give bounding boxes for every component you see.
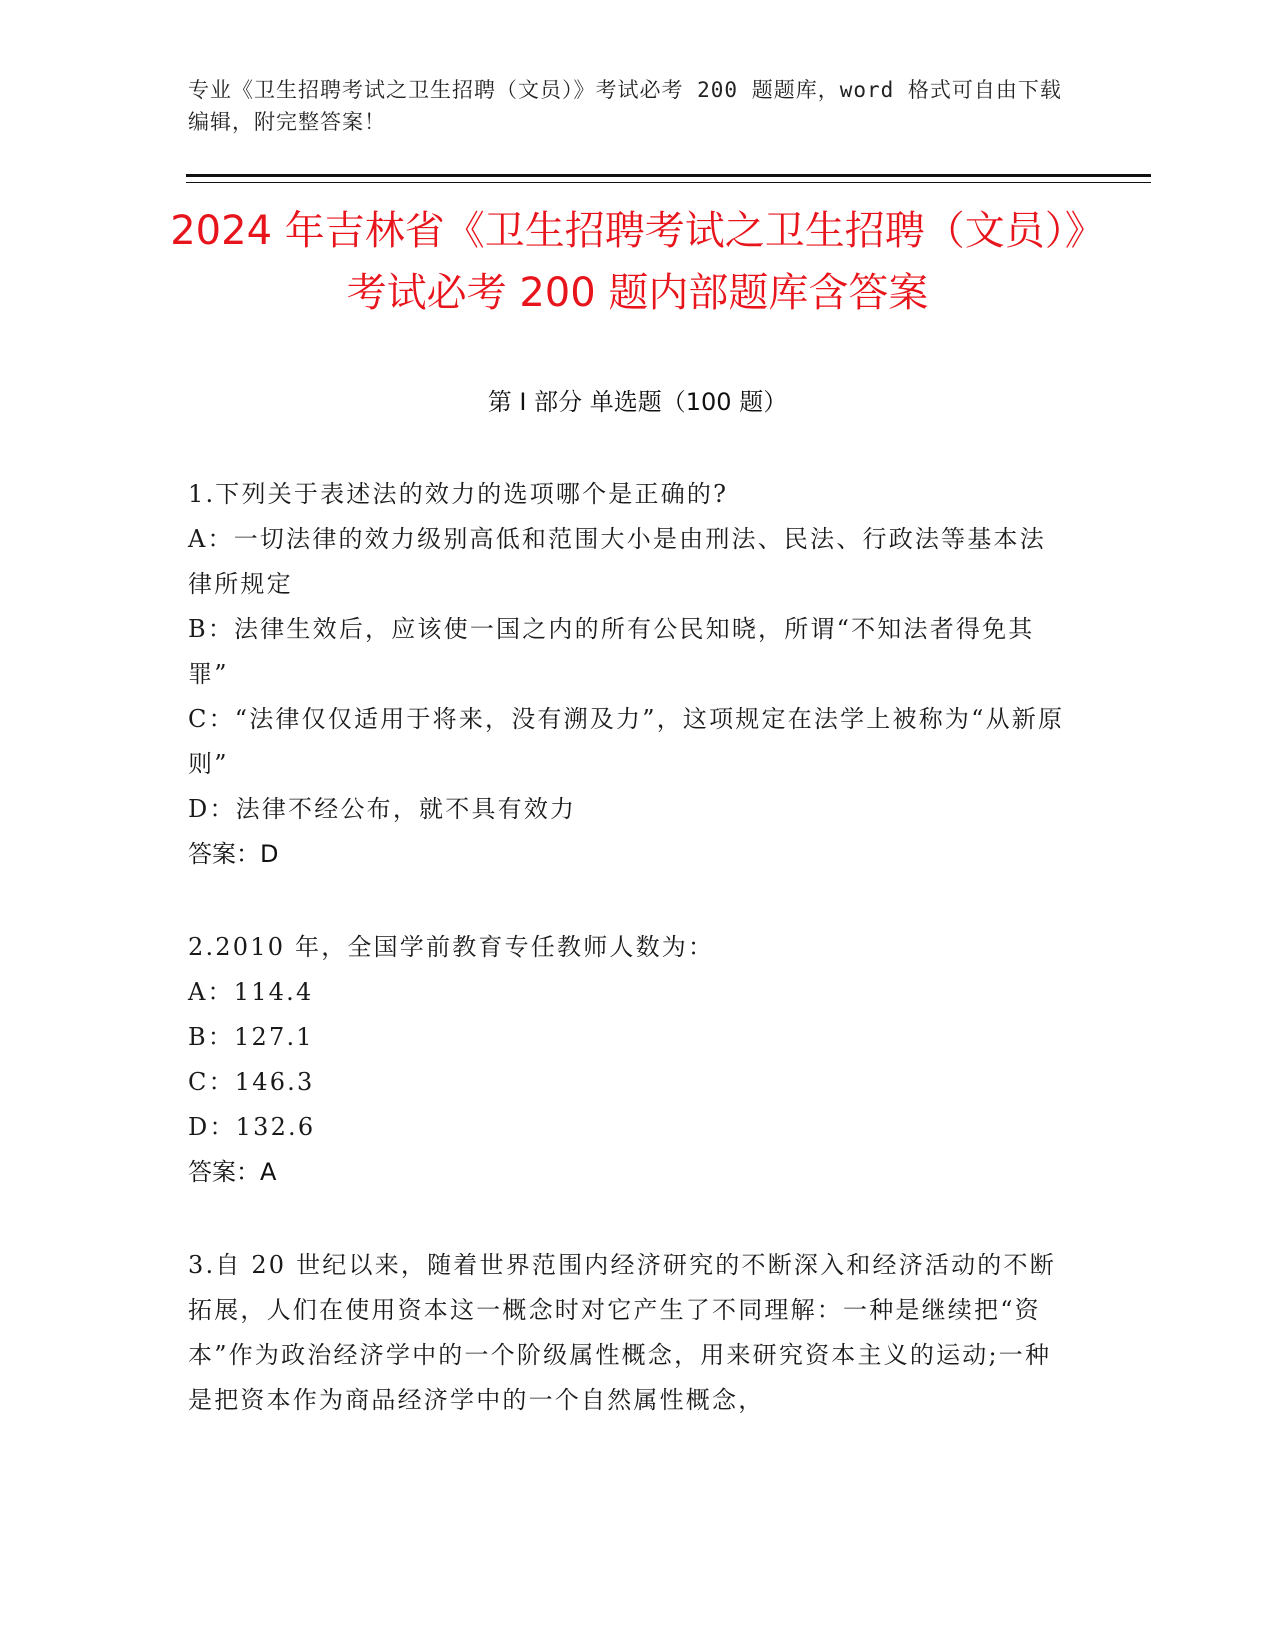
question-stem: 2.2010 年，全国学前教育专任教师人数为： [188,933,715,961]
header-note: 专业《卫生招聘考试之卫生招聘（文员）》考试必考 200 题题库，word 格式可自由下载编辑，附完整答案！ [188,78,1062,134]
question-stem: 3.自 20 世纪以来，随着世界范围内经济研究的不断深入和经济活动的不断拓展，人们在使用资本这一概念时对它产生了不同理解：一种是继续把“资本”作为政治经济学中的一个阶级属性概念，用来研究资本主义的运动;一种是把资本作为商品经济学中的一个自然属性概念， [188,1251,1056,1414]
answer-line: 答案：D [188,840,279,868]
question-list [188,472,1068,1471]
option-d: D：法律不经公布，就不具有效力 [188,795,577,823]
document-title: 2024 年吉林省《卫生招聘考试之卫生招聘（文员）》考试必考 200 题内部题库含答案 [170,208,1105,316]
question-3 [188,1243,1068,1423]
option-d: D：132.6 [188,1113,316,1141]
section-title: 第 I 部分 单选题（100 题） [487,388,788,416]
option-a: A：一切法律的效力级别高低和范围大小是由刑法、民法、行政法等基本法律所规定 [188,525,1046,598]
question-1 [188,472,1068,877]
header-divider-thin [186,182,1151,183]
option-b: B：127.1 [188,1023,314,1051]
option-c: C：146.3 [188,1068,315,1096]
answer-line: 答案：A [188,1158,277,1186]
option-b: B：法律生效后，应该使一国之内的所有公民知晓，所谓“不知法者得免其罪” [188,615,1035,688]
question-stem: 1.下列关于表述法的效力的选项哪个是正确的? [188,480,729,508]
option-c: C：“法律仅仅适用于将来，没有溯及力”，这项规定在法学上被称为“从新原则” [188,705,1065,778]
question-2 [188,925,1068,1195]
header-divider-thick [186,174,1151,177]
option-a: A：114.4 [188,978,314,1006]
